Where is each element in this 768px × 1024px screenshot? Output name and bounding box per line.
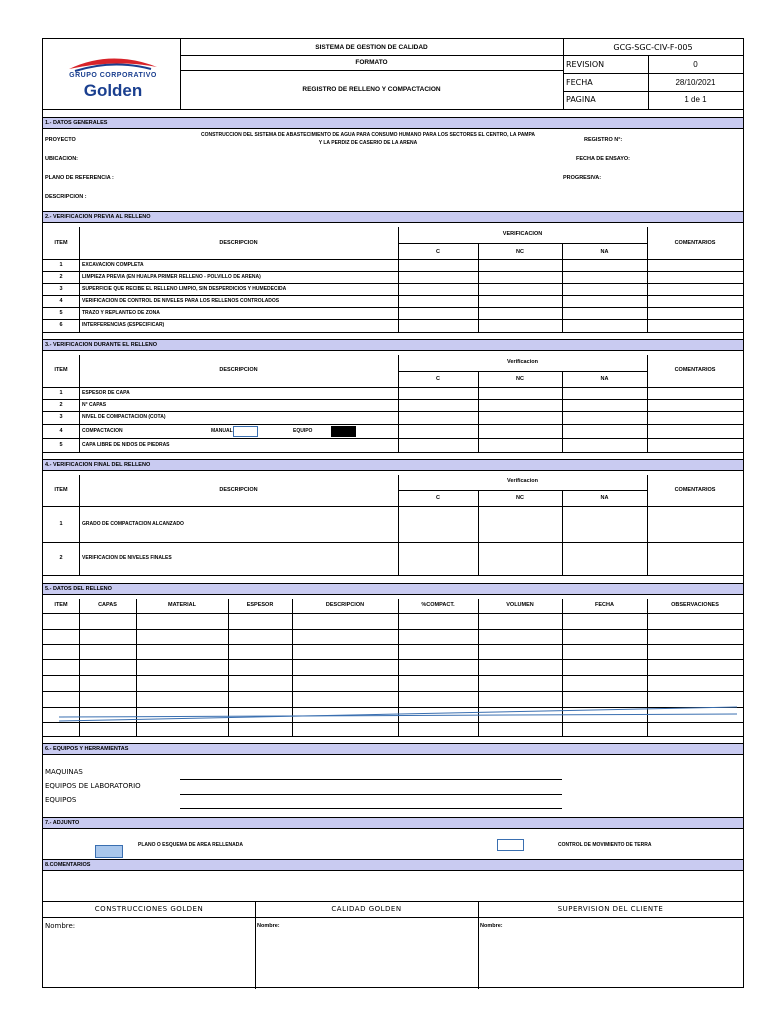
firma-cliente-header: SUPERVISION DEL CLIENTE — [557, 905, 664, 913]
previa-item-header: ITEM — [54, 240, 68, 246]
form-sheet — [42, 38, 744, 988]
previa-nc-header: NC — [516, 249, 524, 255]
firma-golden-nombre: Nombre: — [45, 922, 76, 930]
table-row: VERIFICACION DE NIVELES FINALES — [82, 555, 172, 561]
date-label: FECHA — [566, 78, 593, 87]
table-row: 2 — [59, 555, 63, 561]
section-datos: 5.- DATOS DEL RELLENO — [43, 583, 743, 595]
datos-col-capas: CAPAS — [98, 602, 117, 608]
table-row: 1 — [59, 262, 63, 268]
revision-label: REVISION — [566, 60, 605, 69]
fecha-ensayo-label: FECHA DE ENSAYO: — [576, 156, 630, 162]
table-row: 5 — [59, 310, 63, 316]
durante-c-header: C — [436, 376, 440, 382]
page-label: PAGINA — [566, 95, 596, 104]
table-row: TRAZO Y REPLANTEO DE ZONA — [82, 310, 160, 316]
table-row: VERIFICACION DE CONTROL DE NIVELES PARA LOS RELLENOS CONTROLADOS — [82, 298, 280, 304]
table-row: 3 — [59, 286, 63, 292]
firma-cliente-nombre: Nombre: — [480, 923, 503, 929]
ubicacion-label: UBICACION: — [45, 156, 78, 162]
table-row: 6 — [59, 322, 63, 328]
datos-col-item: ITEM — [54, 602, 68, 608]
table-row: COMPACTACION — [82, 428, 123, 434]
datos-col-volumen: VOLUMEN — [506, 602, 534, 608]
datos-col-descripcion: DESCRIPCION — [325, 602, 365, 608]
logo-subtitle: GRUPO CORPORATIVO — [69, 72, 157, 79]
laboratorio-label: EQUIPOS DE LABORATORIO — [45, 782, 141, 790]
section-adjunto: 7.- ADJUNTO — [43, 817, 743, 829]
table-row: INTERFERENCIAS (ESPECIFICAR) — [82, 322, 165, 328]
table-row: 5 — [59, 442, 63, 448]
firma-golden-header: CONSTRUCCIONES GOLDEN — [94, 905, 204, 913]
table-row: N° CAPAS — [82, 402, 107, 408]
control-label: CONTROL DE MOVIMIENTO DE TERRA — [558, 842, 652, 848]
final-verif-header: Verificacion — [507, 478, 538, 484]
final-item-header: ITEM — [54, 487, 68, 493]
equipos-label: EQUIPOS — [45, 796, 77, 804]
section-general: 1.- DATOS GENERALES — [43, 117, 743, 129]
datos-col-compact: %COMPACT. — [421, 602, 455, 608]
date-value: 28/10/2021 — [675, 78, 716, 87]
datos-col-espesor: ESPESOR — [246, 602, 274, 608]
durante-verif-header: Verificacion — [507, 359, 538, 365]
final-comments-header: COMENTARIOS — [674, 487, 716, 493]
system-title: SISTEMA DE GESTION DE CALIDAD — [315, 44, 428, 51]
table-row: EXCAVACION COMPLETA — [82, 262, 144, 268]
durante-na-header: NA — [600, 376, 609, 382]
equipo-checkbox[interactable] — [331, 426, 356, 437]
company-logo — [53, 45, 173, 101]
maquinas-label: MAQUINAS — [45, 768, 83, 776]
previa-comments-header: COMENTARIOS — [674, 240, 716, 246]
progresiva-label: PROGRESIVA: — [563, 175, 602, 181]
manual-checkbox[interactable] — [233, 426, 258, 437]
revision-value: 0 — [693, 60, 698, 69]
previa-na-header: NA — [600, 249, 609, 255]
datos-col-observaciones: OBSERVACIONES — [671, 602, 719, 608]
table-row: 4 — [59, 298, 63, 304]
form-title: REGISTRO DE RELLENO Y COMPACTACION — [302, 86, 441, 93]
descripcion-label: DESCRIPCION : — [45, 194, 87, 200]
table-row: 4 — [59, 428, 63, 434]
plano-checkbox[interactable] — [95, 845, 123, 858]
equipo-label: EQUIPO — [293, 428, 313, 434]
datos-col-fecha: FECHA — [595, 602, 614, 608]
firma-calidad-header: CALIDAD GOLDEN — [331, 905, 402, 913]
section-comentarios: 8.COMENTARIOS — [43, 859, 743, 871]
table-row: 1 — [59, 521, 63, 527]
final-nc-header: NC — [516, 495, 524, 501]
logo-name: Golden — [83, 81, 143, 100]
document-code: GCG-SGC-CIV-F-005 — [613, 43, 693, 52]
section-equipos: 6.- EQUIPOS Y HERRAMIENTAS — [43, 743, 743, 755]
table-row: LIMPIEZA PREVIA (EN HUALPA PRIMER RELLENO - POLVILLO DE ARENA) — [82, 274, 261, 280]
table-row: 2 — [59, 402, 63, 408]
table-row: ESPESOR DE CAPA — [82, 390, 130, 396]
previa-verif-header: VERIFICACION — [502, 231, 543, 237]
control-checkbox[interactable] — [497, 839, 524, 851]
durante-item-header: ITEM — [54, 367, 68, 373]
plano-label: PLANO O ESQUEMA DE AREA RELLENADA — [138, 842, 244, 848]
proyecto-label: PROYECTO — [45, 137, 76, 143]
previa-desc-header: DESCRIPCION — [219, 240, 258, 246]
table-row: 2 — [59, 274, 63, 280]
format-label: FORMATO — [355, 59, 388, 66]
strike-lines-icon — [43, 704, 743, 726]
durante-desc-header: DESCRIPCION — [219, 367, 258, 373]
table-row: SUPERFICIE QUE RECIBE EL RELLENO LIMPIO, SIN DESPERDICIOS Y HUMEDECIDA — [82, 286, 287, 292]
proyecto-line2: Y LA PERDIZ DE CASERIO DE LA ARENA — [318, 140, 418, 146]
firma-calidad-nombre: Nombre: — [257, 923, 280, 929]
durante-comments-header: COMENTARIOS — [674, 367, 716, 373]
section-final: 4.- VERIFICACION FINAL DEL RELLENO — [43, 459, 743, 471]
proyecto-line1: CONSTRUCCION DEL SISTEMA DE ABASTECIMIENTO DE AGUA PARA CONSUMO HUMANO PARA LOS SECTORES EL CENTRO, LA PAMPA — [200, 132, 536, 138]
table-row: NIVEL DE COMPACTACION (COTA) — [82, 414, 166, 420]
plano-label: PLANO DE REFERENCIA : — [45, 175, 114, 181]
section-previa: 2.- VERIFICACION PREVIA AL RELLENO — [43, 211, 743, 223]
final-na-header: NA — [600, 495, 609, 501]
table-row: 1 — [59, 390, 63, 396]
datos-col-material: MATERIAL — [167, 602, 196, 608]
previa-c-header: C — [436, 249, 440, 255]
section-durante: 3.- VERIFICACION DURANTE EL RELLENO — [43, 339, 743, 351]
table-row: 3 — [59, 414, 63, 420]
page-value: 1 de 1 — [684, 95, 707, 104]
final-c-header: C — [436, 495, 440, 501]
table-row: GRADO DE COMPACTACION ALCANZADO — [82, 521, 184, 527]
registro-label: REGISTRO N°: — [584, 137, 623, 143]
table-row: CAPA LIBRE DE NIDOS DE PIEDRAS — [82, 442, 170, 448]
durante-nc-header: NC — [516, 376, 524, 382]
final-desc-header: DESCRIPCION — [219, 487, 258, 493]
manual-label: MANUAL — [211, 428, 233, 434]
